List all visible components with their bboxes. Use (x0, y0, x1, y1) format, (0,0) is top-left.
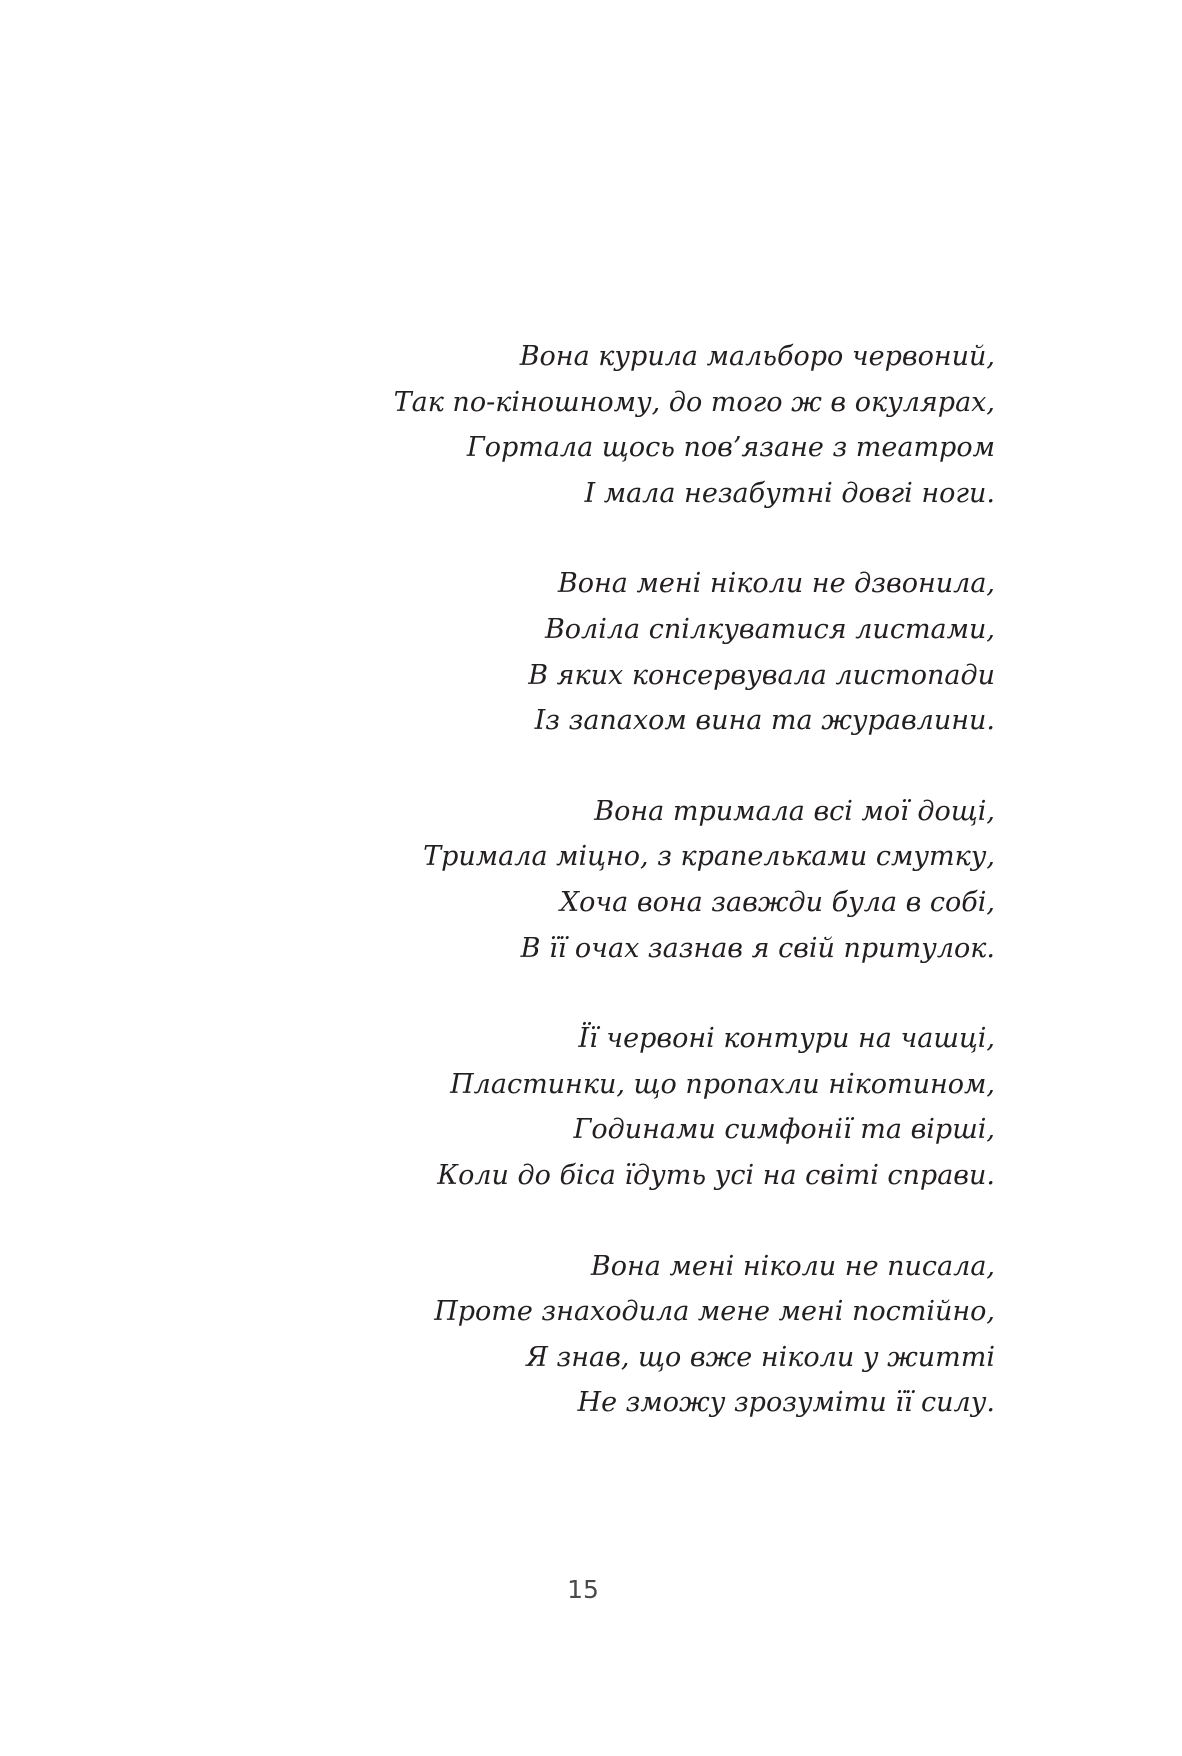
poem-line: Хоча вона завжди була в собі, (559, 886, 995, 918)
poem-line: Вона тримала всі мої дощі, (594, 795, 995, 827)
stanza-1 (195, 334, 995, 516)
poem (195, 334, 995, 1471)
poem-line: Тримала міцно, з крапельками смутку, (423, 841, 995, 873)
poem-line: Не зможу зрозуміти її силу. (577, 1387, 995, 1419)
poem-line: Я знав, що вже ніколи у житті (526, 1341, 995, 1373)
poem-line: Гортала щось пов’язане з театром (466, 432, 995, 464)
poem-line: І мала незабутні довгі ноги. (584, 477, 995, 509)
stanza-2 (195, 561, 995, 743)
stanza-4 (195, 1016, 995, 1198)
poem-line: Із запахом вина та журавлини. (534, 705, 995, 737)
poem-line: Воліла спілкуватися листами, (544, 613, 995, 645)
poem-line: Проте знаходила мене мені постійно, (434, 1296, 995, 1328)
poem-line: Вона мені ніколи не писала, (590, 1250, 995, 1282)
poem-line: Її червоні контури на чашці, (578, 1023, 995, 1055)
poem-line: Так по-кіношному, до того ж в окулярах, (393, 386, 995, 418)
poem-line: В яких консервувала листопади (528, 659, 995, 691)
stanza-3 (195, 789, 995, 971)
page-number: 15 (567, 1575, 599, 1604)
poem-line: Годинами симфонії та вірші, (573, 1114, 995, 1146)
poem-line: В її очах зазнав я свій притулок. (520, 932, 995, 964)
stanza-5 (195, 1244, 995, 1426)
poem-line: Вона курила мальборо червоний, (519, 341, 995, 372)
poem-line: Вона мені ніколи не дзвонила, (557, 568, 995, 600)
poem-line: Пластинки, що пропахли нікотином, (450, 1068, 995, 1100)
poem-line: Коли до біса їдуть усі на світі справи. (437, 1159, 995, 1191)
